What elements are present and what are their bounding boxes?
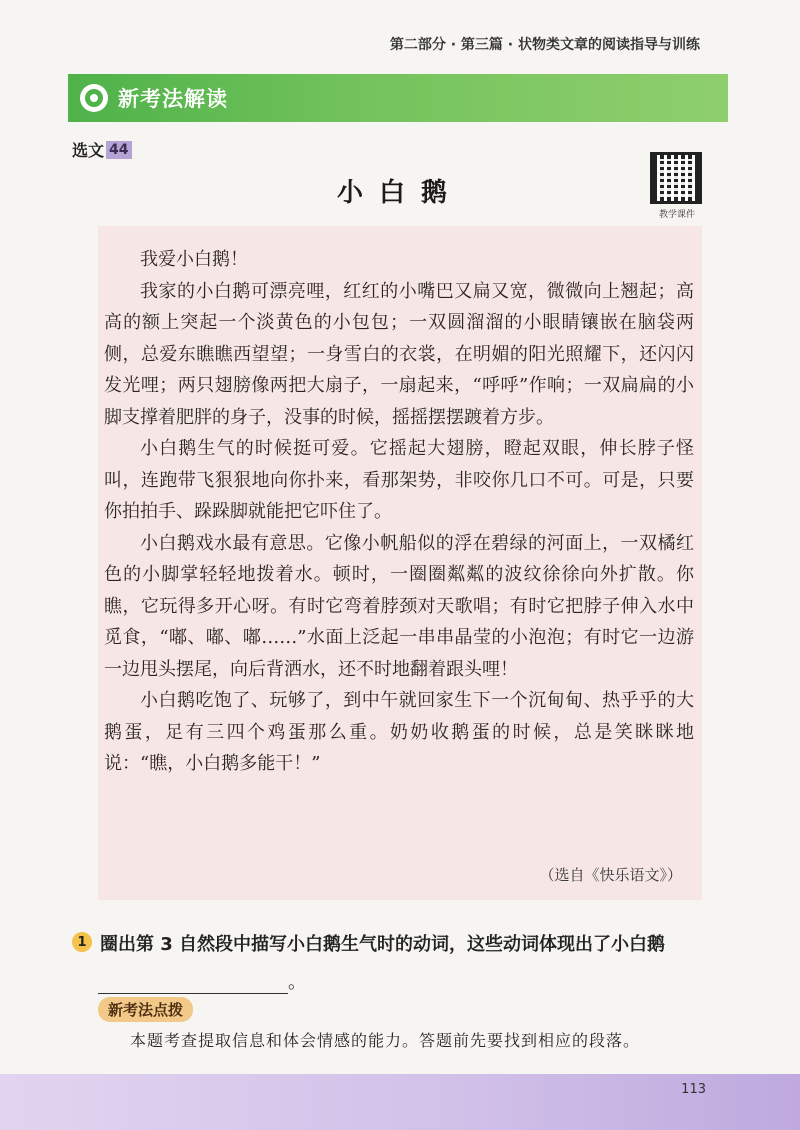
paragraph-2: 我家的小白鹅可漂亮哩，红红的小嘴巴又扁又宽，微微向上翘起；高高的额上突起一个淡黄色的小包包；一双圆溜溜的小眼睛镶嵌在脑袋两侧，总爱东瞧瞧西望望；一身雪白的衣裳，在明媚的阳光照耀下，还闪闪发光哩；两只翅膀像两把大扇子，一扇起来，“呼呼”作响；一双扁扁的小脚支撑着肥胖的身子，没事的时候，摇摇摆摆踱着方步。 (104, 280, 694, 428)
article-source: （选自《快乐语文》） (539, 866, 682, 884)
article-title: 小白鹅 (336, 178, 463, 208)
tip-label: 新考法点拨 (98, 997, 193, 1022)
paragraph-4: 小白鹅戏水最有意思。它像小帆船似的浮在碧绿的河面上，一双橘红色的小脚掌轻轻地拨着水。顿时，一圈圈粼粼的波纹徐徐向外扩散。你瞧，它玩得多开心呀。有时它弯着脖颈对天歌唱；有时它把脖子伸入水中觅食，“嘟、嘟、嘟……”水面上泛起一串串晶莹的小泡泡；有时它一边游一边甩头摆尾，向后背洒水，还不时地翻着跟头哩！ (104, 532, 694, 680)
answer-blank[interactable] (98, 973, 288, 994)
answer-line (98, 968, 306, 994)
banner-title: 新考法解读 (118, 87, 228, 111)
running-header: 第二部分 · 第三篇 · 状物类文章的阅读指导与训练 (389, 37, 700, 53)
section-banner (68, 74, 728, 122)
answer-blank-end: 。 (288, 972, 306, 993)
qr-caption: 教学课件 (658, 210, 695, 220)
tip-text: 本题考查提取信息和体会情感的能力。答题前先要找到相应的段落。 (130, 1031, 641, 1050)
passage-label (72, 138, 132, 161)
section-badge-icon (80, 84, 108, 112)
qr-code-icon[interactable] (650, 152, 702, 204)
paragraph-3: 小白鹅生气的时候挺可爱。它摇起大翅膀，瞪起双眼，伸长脖子怪叫，连跑带飞狠狠地向你扑来，看那架势，非咬你几口不可。可是，只要你拍拍手、跺跺脚就能把它吓住了。 (104, 438, 694, 522)
passage-number: 44 (106, 141, 131, 159)
footer-band (0, 1074, 800, 1130)
passage-label-text: 选文 (72, 141, 105, 160)
question-text: 圈出第 3 自然段中描写小白鹅生气时的动词，这些动词体现出了小白鹅 (100, 934, 666, 955)
article-body (104, 244, 694, 780)
paragraph-5: 小白鹅吃饱了、玩够了，到中午就回家生下一个沉甸甸、热乎乎的大鹅蛋，足有三四个鸡蛋那么重。奶奶收鹅蛋的时候，总是笑眯眯地说：“瞧，小白鹅多能干！” (104, 690, 694, 774)
question-1 (72, 930, 712, 956)
page-number: 113 (681, 1082, 706, 1097)
question-number-badge: 1 (72, 932, 92, 952)
paragraph-1: 我爱小白鹅！ (140, 249, 248, 270)
